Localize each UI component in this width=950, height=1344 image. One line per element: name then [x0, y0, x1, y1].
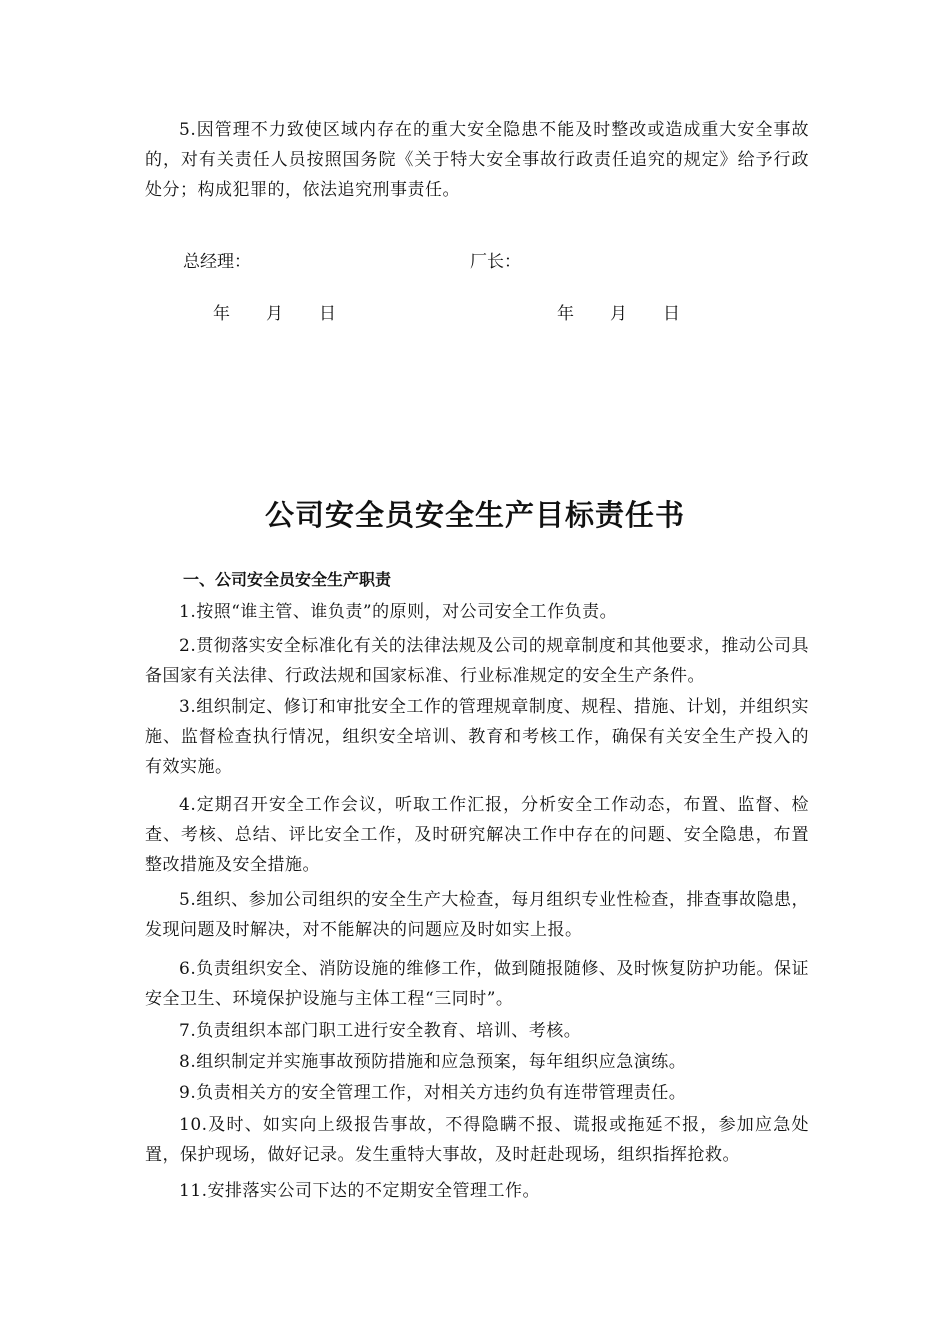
general-manager-date	[213, 302, 372, 326]
date-day: 日	[319, 304, 336, 324]
duty-item: 7.负责组织本部门职工进行安全教育、培训、考核。	[179, 1021, 582, 1041]
date-year: 年	[557, 304, 574, 324]
factory-director-signature-label: 厂长：	[470, 252, 521, 272]
duty-item: 9.负责相关方的安全管理工作，对相关方违约负有连带管理责任。	[179, 1083, 687, 1103]
general-manager-signature-label: 总经理：	[183, 252, 251, 272]
duty-item: 3.组织制定、修订和审批安全工作的管理规章制度、规程、措施、计划，并组织实施、监督检查执行情况，组织安全培训、教育和考核工作，确保有关安全生产投入的有效实施。	[145, 697, 809, 777]
section-heading: 一、公司安全员安全生产职责	[183, 570, 392, 589]
duty-item: 11.安排落实公司下达的不定期安全管理工作。	[179, 1181, 541, 1201]
date-year: 年	[213, 304, 230, 324]
duty-item: 8.组织制定并实施事故预防措施和应急预案，每年组织应急演练。	[179, 1052, 687, 1072]
date-month: 月	[266, 304, 283, 324]
date-day: 日	[663, 304, 680, 324]
duty-item: 5.组织、参加公司组织的安全生产大检查，每月组织专业性检查，排查事故隐患，发现问题及时解决，对不能解决的问题应及时如实上报。	[145, 890, 809, 940]
previous-item-5: 5.因管理不力致使区域内存在的重大安全隐患不能及时整改或造成重大安全事故的，对有关责任人员按照国务院《关于特大安全事故行政责任追究的规定》给予行政处分；构成犯罪的，依法追究刑事责任。	[145, 120, 809, 200]
duty-item: 6.负责组织安全、消防设施的维修工作，做到随报随修、及时恢复防护功能。保证安全卫生、环境保护设施与主体工程“三同时”。	[145, 959, 809, 1009]
duty-item: 10.及时、如实向上级报告事故，不得隐瞒不报、谎报或拖延不报，参加应急处置，保护现场，做好记录。发生重特大事故，及时赶赴现场，组织指挥抢救。	[145, 1115, 809, 1165]
duty-item: 4.定期召开安全工作会议，听取工作汇报，分析安全工作动态，布置、监督、检查、考核、总结、评比安全工作，及时研究解决工作中存在的问题、安全隐患，布置整改措施及安全措施。	[145, 795, 809, 875]
duty-item: 1.按照“谁主管、谁负责”的原则，对公司安全工作负责。	[179, 602, 618, 622]
document-title: 公司安全员安全生产目标责任书	[264, 498, 685, 532]
date-month: 月	[610, 304, 627, 324]
factory-director-date	[557, 302, 716, 326]
duty-item: 2.贯彻落实安全标准化有关的法律法规及公司的规章制度和其他要求，推动公司具备国家有关法律、行政法规和国家标准、行业标准规定的安全生产条件。	[145, 636, 809, 686]
